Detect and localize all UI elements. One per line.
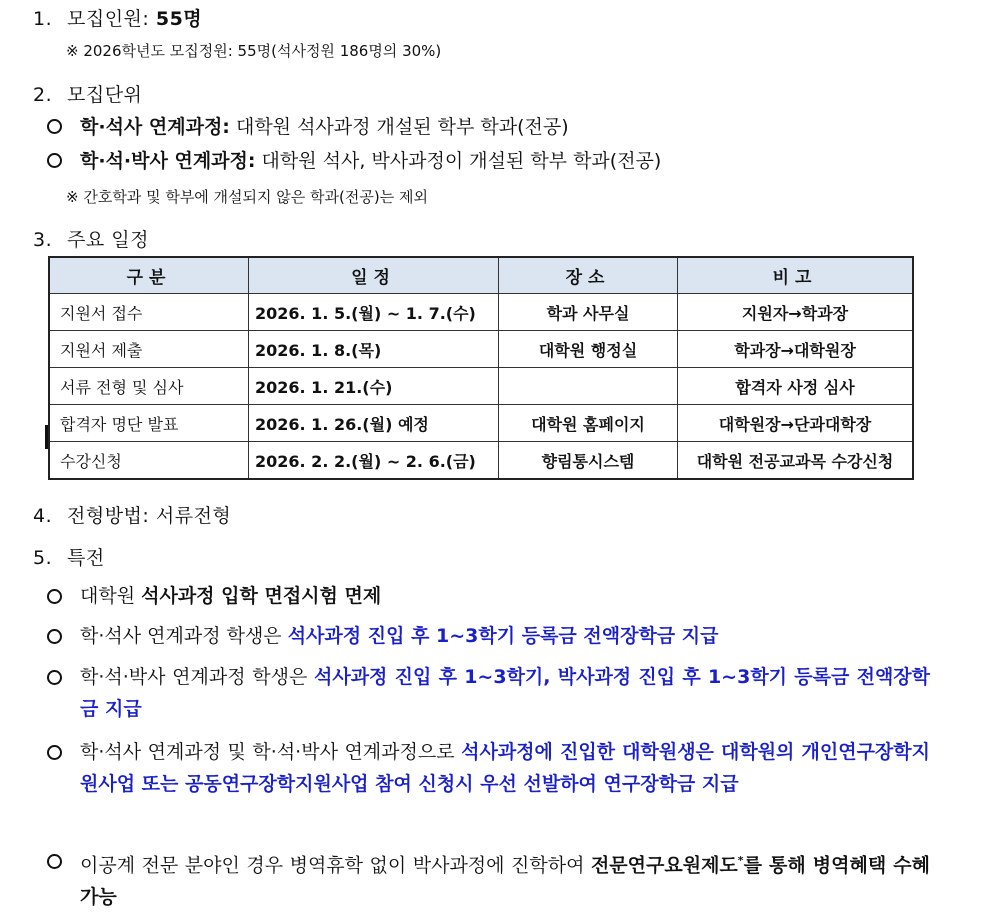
circle-bullet-icon xyxy=(47,670,62,685)
cell-remarks: 대학원장→단과대학장 xyxy=(678,405,914,442)
benefit-highlight: 석사과정 진입 후 1~3학기, 박사과정 진입 후 1~3학기 등록금 전액장학금 지급 xyxy=(80,666,931,720)
section-1-heading xyxy=(33,4,202,31)
cell-place xyxy=(499,368,678,405)
table-row xyxy=(49,442,913,480)
section-number: 2. xyxy=(33,84,53,106)
circle-bullet-icon xyxy=(47,629,62,644)
recruit-count: 55명 xyxy=(155,8,203,30)
cell-date: 2026. 1. 26.(월) 예정 xyxy=(249,405,499,442)
benefit-item-3 xyxy=(80,661,930,725)
cell-category: 합격자 명단 발표 xyxy=(49,405,249,442)
section-label: 모집인원: xyxy=(67,8,156,30)
circle-bullet-icon xyxy=(47,153,62,168)
cell-date: 2026. 1. 21.(수) xyxy=(249,368,499,405)
section-label: 모집단위 xyxy=(67,84,143,106)
cell-date: 2026. 1. 5.(월) ~ 1. 7.(수) xyxy=(249,294,499,331)
cell-remarks: 합격자 사정 심사 xyxy=(678,368,914,405)
benefit-text: 대학원 xyxy=(80,585,142,607)
cell-remarks: 지원자→학과장 xyxy=(678,294,914,331)
section-2-heading xyxy=(33,80,142,107)
section-number: 3. xyxy=(33,229,53,251)
section-number: 1. xyxy=(33,8,53,30)
cell-remarks: 학과장→대학원장 xyxy=(678,331,914,368)
benefit-text: 학·석·박사 연계과정 학생은 xyxy=(80,666,314,688)
table-row xyxy=(49,405,913,442)
section-1-note: ※ 2026학년도 모집정원: 55명(석사정원 186명의 30%) xyxy=(66,42,442,60)
table-row xyxy=(49,294,913,331)
circle-bullet-icon xyxy=(47,854,62,869)
section-label: 전형방법: 서류전형 xyxy=(67,505,232,527)
section-number: 4. xyxy=(33,505,53,527)
benefit-text: 이공계 전문 분야인 경우 병역휴학 없이 박사과정에 진학하여 xyxy=(80,854,591,877)
footnote-mark: * xyxy=(737,854,744,867)
cell-place: 향림통시스템 xyxy=(499,442,678,480)
cell-place: 학과 사무실 xyxy=(499,294,678,331)
header-category: 구분 xyxy=(49,257,249,294)
table-edge-mark xyxy=(45,425,48,449)
cell-place: 대학원 행정실 xyxy=(499,331,678,368)
cell-date: 2026. 2. 2.(월) ~ 2. 6.(금) xyxy=(249,442,499,480)
unit-item-title: 학·석사 연계과정: xyxy=(80,116,230,138)
benefit-text: 학·석사 연계과정 학생은 xyxy=(80,625,288,647)
cell-category: 지원서 제출 xyxy=(49,331,249,368)
header-date: 일정 xyxy=(249,257,499,294)
circle-bullet-icon xyxy=(47,119,62,134)
section-2-note: ※ 간호학과 및 학부에 개설되지 않은 학과(전공)는 제외 xyxy=(66,188,428,206)
benefit-highlight: 석사과정에 진입한 대학원생은 대학원의 개인연구장학지원사업 또는 공동연구장학지원사업 참여 신청시 우선 선발하여 연구장학금 지급 xyxy=(80,741,930,795)
section-number: 5. xyxy=(33,547,53,569)
benefit-item-1 xyxy=(80,580,930,612)
circle-bullet-icon xyxy=(47,589,62,604)
schedule-table xyxy=(48,256,914,480)
unit-item-title: 학·석·박사 연계과정: xyxy=(80,150,256,172)
section-label: 특전 xyxy=(67,547,105,569)
benefit-highlight: 석사과정 입학 면접시험 면제 xyxy=(141,585,382,607)
table-row xyxy=(49,368,913,405)
benefit-item-4 xyxy=(80,736,930,800)
unit-item-bachelor-master xyxy=(80,111,569,143)
header-place: 장소 xyxy=(499,257,678,294)
cell-category: 지원서 접수 xyxy=(49,294,249,331)
unit-item-text: 대학원 석사, 박사과정이 개설된 학부 학과(전공) xyxy=(255,150,662,172)
circle-bullet-icon xyxy=(47,745,62,760)
benefit-highlight: 석사과정 진입 후 1~3학기 등록금 전액장학금 지급 xyxy=(287,625,719,647)
cell-remarks: 대학원 전공교과목 수강신청 xyxy=(678,442,914,480)
header-remarks: 비고 xyxy=(678,257,914,294)
section-5-heading xyxy=(33,543,105,570)
table-row xyxy=(49,331,913,368)
unit-item-bachelor-master-doctor xyxy=(80,145,661,177)
section-4-heading xyxy=(33,501,231,528)
section-label: 주요 일정 xyxy=(67,229,149,251)
benefit-highlight: 전문연구요원제도 xyxy=(590,854,738,877)
benefit-highlight: 를 통해 병역혜택 수혜 가능 xyxy=(80,854,931,909)
benefit-text: 학·석사 연계과정 및 학·석·박사 연계과정으로 xyxy=(80,741,462,763)
cell-place: 대학원 홈페이지 xyxy=(499,405,678,442)
cell-date: 2026. 1. 8.(목) xyxy=(249,331,499,368)
cell-category: 수강신청 xyxy=(49,442,249,480)
benefit-item-2 xyxy=(80,620,930,652)
unit-item-text: 대학원 석사과정 개설된 학부 학과(전공) xyxy=(229,116,569,138)
cell-category: 서류 전형 및 심사 xyxy=(49,368,249,405)
table-header-row xyxy=(49,257,913,294)
benefit-item-5 xyxy=(80,845,930,913)
section-3-heading xyxy=(33,225,149,252)
